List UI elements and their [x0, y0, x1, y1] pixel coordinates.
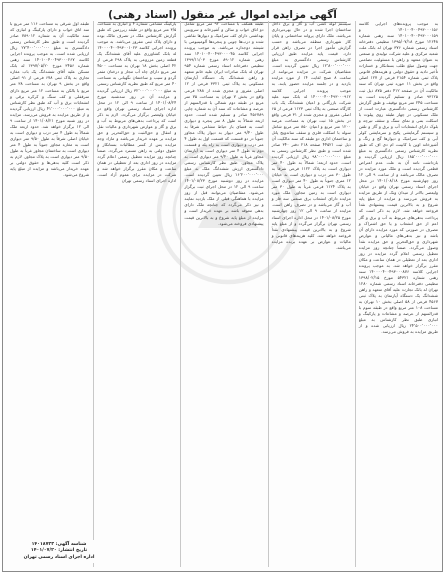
notice-page: [2, 2, 443, 572]
notice-columns: [7, 21, 438, 567]
column-text: طبقه اول شرقی به مساحت ۱۱۶ متر مربع با سه اتاق خواب و دارای پارکینگ و انباری که سند مالکیت آن به شماره ۷۸۹۰۱۲ صادر گردیده است و طبق نظر کارشناس رسمی دادگستری به مبلغ ۲۷٬۴۰۰٬۰۰۰٬۰۰۰ ریال ارزیابی شده است. به موجب پرونده اجرایی کلاسه ۱۴۰۱۰۰۴۰۰۴۹۳۰۰۰۲۶۷ سند رهنی شماره ۳۴۵۶ مورخ ۱۳۹۷/۰۵/۲۰ له بانک مسکن علیه آقای ششدانگ یک باب مغازه تجاری به پلاک ثبتی ۶۷۸ فرعی از ۹۱ اصلی واقع در بخش ۹ تهران به مساحت ۳۸ متر مربع با بالکن به مساحت ۱۲ متر مربع دارای سرقفلی و کف سنگ و کرکره برقی و انشعابات برق و آب که طبق نظر کارشناس به مبلغ ۴۱٬۰۰۰٬۰۰۰٬۰۰۰ ریال ارزیابی گردیده و از طریق مزایده به فروش می‌رسد. مزایده در روز شنبه مورخ ۱۴۰۱/۰۸/۲۱ از ساعت ۹ الی ۱۲ برگزار خواهد شد. حدود اربعه ملک شمالاً به طول ۴ متر درب و دیواری است به خیابان اصلی شرقاً به طول ۹/۵۰ متر دیواری است به مغازه مجاور جنوباً به طول ۴ متر دیواری است به ساختمان مجاور غرباً به طول ۹/۵۰ متر دیواری است به پلاک مجاور. لازم به ذکر است کلیه بدهی‌ها و حقوق دولتی بر عهده خریدار می‌باشد و مزایده از مبلغ پایه شروع می‌شود.: [9, 21, 90, 178]
footer-line: اداره اجرای اسناد رسمی تهران: [23, 554, 95, 560]
column-text: به موجب پرونده‌های اجرایی کلاسه ۱۴۰۱۰۰۴۰۰۴۹۳۰۰۰۱۵۶ و ۱۴۰۱۰۰۴۰۰۴۹۳۰۰۰۱۵۹ سند رهنی شماره ۱۲۶۴۸ مورخ ۱۳۹۵/۰۷/۱۸ تنظیمی دفترخانه اسناد رسمی شماره ۳۷۶ تهران له بانک ملت شعبه مرکزی و علیه شرکت تولیدی و صنعتی به عنوان متعهد و راهن با مسئولیت تضامنی جهت وصول مبلغ طلب بستانکار و خسارات تأخیر تادیه و حقوق دولتی و هزینه‌های قانونی پلاک ثبتی شماره ۲۱۵۴ فرعی از ۱۲۷ اصلی واقع در بخش ۱۱ حوزه ثبتی تهران که سند مالکیت آن در صفحه ۴۱۲ دفتر ۸۷۵ ذیل ثبت ۹۳۱۲۵ صادر و تسلیم گردیده است به مساحت ۲۴۵ متر مربع توقیف و طبق گزارش کارشناس رسمی دادگستری عبارت است از ملک مسکونی در چهار طبقه روی پیلوت با اسکلت بتنی و نمای سنگ و سقف تیرچه و بلوک دارای انشعابات آب و برق و گاز و تلفن و سیستم گرمایشی پکیج و سرمایشی کولر آبی و کف سرامیک و دیوارها گچ و رنگ و آشپزخانه اوپن با کابینت ام دی اف که طبق نظریه کارشناس رسمی دادگستری به مبلغ ۱۸۵٬۰۰۰٬۰۰۰٬۰۰۰ ریال ارزیابی گردیده و بازداشت نامه آن به علت عدم اعتراض قطعی گردیده است و ملک مورد مزایده در تصرف مالک می‌باشد و از ساعت ۹ الی ۱۲ روز چهارشنبه مورخ ۱۴۰۱/۰۸/۱۸ در محل اجرای اسناد رسمی تهران واقع در خیابان ولیعصر بالاتر از میدان ونک از طریق مزایده به فروش می‌رسد و مزایده از مبلغ پایه شروع و به بالاترین قیمت پیشنهادی نقداً فروخته خواهد شد. لازم به ذکر است که پرداخت بدهی‌های مربوط به آب و برق و گاز اعم از حق انشعاب و یا حق اشتراک و مصرف در صورتی که مورد مزایده دارای آن باشد و نیز بدهی‌های مالیاتی و عوارض شهرداری و حق‌التحریر و حق مزایده نقداً وصول می‌گردد. ضمناً چنانچه روز مزایده تعطیل رسمی اعلام گردد مزایده در روز اداری بعد از تعطیلی در همان ساعت و مکان مقرر برگزار خواهد شد. به موجب پرونده اجرایی کلاسه ۱۴۰۰۰۰۴۰۰۴۹۳۰۰۰۸۷۶ سند رهنی شماره ۵۴۳۲۱ مورخ ۱۳۹۸/۰۲/۱۵ تنظیمی دفترخانه اسناد رسمی شماره ۱۲۸۰ تهران له بانک تجارت علیه آقای متعهد و راهن ششدانگ یک دستگاه آپارتمان به پلاک ثبتی ۴۵۶۷ فرعی از ۵۸ اصلی بخش ۱۰ تهران به مساحت ۱۰۸ متر مربع واقع در طبقه سوم با قدرالسهم از عرصه و مشاعات و پارکینگ و انباری طبق نظر کارشناس به مبلغ ۲۴٬۵۰۰٬۰۰۰٬۰۰۰ ریال ارزیابی شده و از طریق مزایده به فروش می‌رسد.: [358, 21, 438, 335]
notice-title: آگهی مزایده اموال غیر منقول (اسناد رهنی): [98, 8, 347, 23]
column-text: سیستم لوله کشی آب و گاز و برق داخل ساختمان اجرا شده و در حال بهره‌برداری می‌باشد. ملک دارای پروانه ساختمانی و پایان کار شهرداری منطقه می‌باشد و حسب گزارش مأمور اجرا در تصرف راهن قرار دارد. قیمت پایه مزایده طبق ارزیابی کارشناس رسمی دادگستری به مبلغ ۱۲٬۸۰۰٬۰۰۰٬۰۰۰ ریال تعیین گردیده است. متقاضیان شرکت در مزایده می‌توانند از ساعت ۸ صبح لغایت ۱۴ از مورد مزایده بازدید و در جلسه مزایده حضور یابند. به موجب پرونده اجرایی کلاسه ۱۴۰۰۰۰۴۰۰۴۹۳۰۰۰۹۱۲ له بانک سپه علیه شرکت بازرگانی و اعیان ششدانگ یک باب کارگاه صنعتی به پلاک ثبتی ۱۱۲۳ فرعی از ۶۵ اصلی مفروز و مجزی شده از ۳۱ فرعی واقع در بخش ۱۵ ثبت تهران به مساحت عرصه ۱۲۰۰ متر مربع و اعیان ۸۵۰ متر مربع شامل سوله با اسکلت فلزی و سقف ساندویچ پانل و ساختمان اداری دو طبقه که سند مالکیت آن ذیل ثبت ۴۴۵۲۱ صفحه ۲۱۸ دفتر ۳۴۰ صادر شده است و طبق نظر کارشناس رسمی به مبلغ ۹۸٬۰۰۰٬۰۰۰٬۰۰۰ ریال ارزیابی گردیده است. حدود اربعه: شمالاً به طول ۴۰ متر دیواری است به پلاک ۱۱۲۲ فرعی شرقاً به طول ۳۰ متر درب و دیواری است به خیابان ۱۲ متری جنوباً به طول ۴۰ متر دیواری است به پلاک ۱۱۲۴ فرعی غرباً به طول ۳۰ متر دیواری است به زمین مجاور. ملک مورد مزایده دارای انشعاب برق صنعتی سه فاز و آب و گاز می‌باشد و در تصرف راهن است. مزایده از ساعت ۹ الی ۱۲ روز چهارشنبه مورخ ۱۴۰۱/۰۸/۲۵ در محل اداره اجرای اسناد رسمی تهران برگزار می‌گردد و از مبلغ پایه شروع و به بالاترین قیمت پیشنهادی نقداً فروخته خواهد شد. کلیه هزینه‌های قانونی و مالیات و عوارض بر عهده برنده مزایده می‌باشد.: [271, 21, 351, 250]
footer-line: شناسه آگهی: ۱۴۰۱۸۷۲۳: [31, 541, 87, 547]
footer-line: تاریخ انتشار: ۱۴۰۱/۰۷/۲۰: [30, 548, 88, 554]
notice-column-1: [355, 21, 438, 567]
notice-footer: [11, 540, 107, 563]
notice-column-2: [268, 21, 351, 567]
notice-column-4: [93, 21, 176, 567]
notice-column-3: [180, 21, 263, 567]
column-text: پارکینگ مشاعی شماره ۴ و انباری به مساحت ۳/۵ متر مربع واقع در طبقه زیرزمین که طبق گزارش کارشناس ملک در تصرف مالک بوده و دارای پلاک ثبتی مفروز می‌باشد. به موجب پرونده اجرایی کلاسه ۱۴۰۰۰۰۴۰۰۴۹۳۰۰۱۰۲۳ له بانک کشاورزی علیه آقای ششدانگ یک قطعه زمین مزروعی به پلاک ۲۹۸ فرعی از ۴۲ اصلی بخش ۱۸ تهران به مساحت ۴۵۰۰ متر مربع دارای چاه آب مجاز و درختان مثمر گردو و سیب و ساختمان نگهبانی به مساحت ۴۰ متر مربع که طبق نظریه کارشناس رسمی به مبلغ ۳۲٬۰۰۰٬۰۰۰٬۰۰۰ ریال ارزیابی گردیده و مزایده آن در روز سه‌شنبه مورخ ۱۴۰۱/۰۸/۲۴ از ساعت ۹ الی ۱۲ در محل اداره اجرای اسناد رسمی تهران واقع در خیابان ولیعصر برگزار می‌گردد. لازم به ذکر است که پرداخت بدهی‌های مربوط به آب و برق و گاز و عوارض شهرداری و مالیات نقل و انتقال و حق‌الثبت و حق‌التحریر و حق مزایده بر عهده خریدار می‌باشد و مازاد وجه مزایده پس از کسر مطالبات بستانکار و حقوق دولتی به راهن مسترد می‌گردد. ضمناً چنانچه روز مزایده تعطیل رسمی اعلام گردد مزایده در روز اداری بعد از تعطیلی در همان ساعت و مکان مقرر برگزار خواهد شد و شرکت در مزایده برای عموم آزاد است. اداره اجرای اسناد رسمی تهران: [97, 21, 177, 184]
title-bar: [3, 3, 442, 19]
column-text: طبقه همکف با مساحت ۹۲ متر مربع شامل دو اتاق خواب و سالن و آشپزخانه و سرویس بهداشتی دارای کف سرامیک و دیوارها نقاشی شده و درب‌ها چوبی و پنجره‌ها آلومینیومی با شیشه دوجداره می‌باشد. به موجب پرونده اجرایی کلاسه ۱۴۰۱۰۰۴۰۰۴۹۳۰۰۰۰۴۵ سند رهنی شماره ۸۹۰۱۲ مورخ ۱۳۹۹/۱۱/۰۳ تنظیمی دفترخانه اسناد رسمی شماره ۹۵۴ تهران له بانک صادرات ایران علیه خانم متعهد و راهن ششدانگ یک دستگاه آپارتمان مسکونی به پلاک ثبتی ۳۳۲۱ فرعی از ۱۲ اصلی مفروز و مجزی شده از ۲۸۸ فرعی واقع در بخش ۷ تهران به مساحت ۷۵ متر مربع در طبقه دوم شمالی با قدرالسهم از عرصه و مشاعات که سند آن به شماره چاپی ۴۵۶۷۸۹ صادر و تسلیم شده است. حدود اربعه شمالاً به طول ۸ متر پنجره و دیواری است به فضای باز حیاط مشاعی شرقاً به طول ۹/۴۰ متر دیوار به دیوار پلاک مجاور جنوباً در دو قسمت که قسمت اول به طول ۴ متر درب و دیواری است به راه پله و قسمت دوم به طول ۴ متر دیواری است به آپارتمان مجاور غرباً به طول ۹/۴۰ متر دیواری است به پلاک مجاور. طبق نظر کارشناس رسمی دادگستری ارزش ششدانگ ملک به مبلغ ۱۶٬۲۰۰٬۰۰۰٬۰۰۰ ریال تعیین گردیده است. مزایده در روز دوشنبه مورخ ۱۴۰۱/۰۸/۲۳ ساعت ۹ الی ۱۲ در محل اجرای ثبت برگزار می‌شود. متقاضیان می‌توانند قبل از روز مزایده با هماهنگی قبلی از ملک بازدید نمایند و نیز ذکر می‌گردد که چنانچه ملک دارای بدهی معوقه باشد بر عهده خریدار است و مزایده از مبلغ پایه شروع و به بالاترین قیمت پیشنهادی فروخته می‌شود.: [184, 21, 264, 226]
notice-column-5: [7, 21, 89, 567]
